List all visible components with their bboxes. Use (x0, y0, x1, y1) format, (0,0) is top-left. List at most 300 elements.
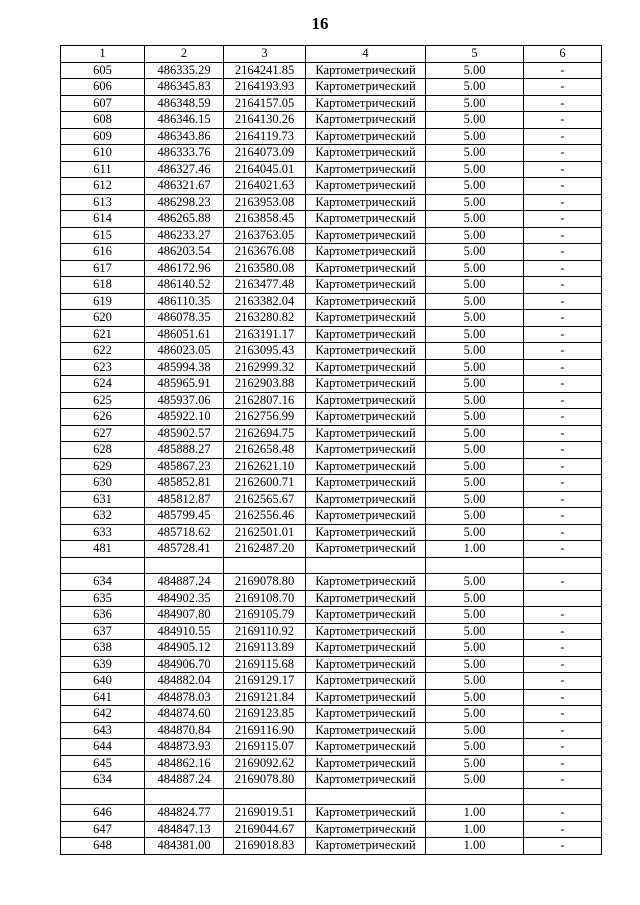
table-spacer-row (61, 557, 602, 574)
cell-method: Картометрический (306, 491, 426, 508)
cell-x-coordinate: 484878.03 (145, 689, 224, 706)
cell-note: - (524, 79, 602, 96)
cell-method (306, 557, 426, 574)
cell-point-number: 613 (61, 194, 145, 211)
cell-x-coordinate: 484847.13 (145, 821, 224, 838)
cell-point-number: 615 (61, 227, 145, 244)
cell-accuracy: 1.00 (426, 541, 524, 558)
cell-note: - (524, 673, 602, 690)
cell-x-coordinate: 486233.27 (145, 227, 224, 244)
cell-note: - (524, 128, 602, 145)
cell-accuracy: 5.00 (426, 409, 524, 426)
cell-accuracy: 1.00 (426, 805, 524, 822)
column-header: 2 (145, 46, 224, 63)
cell-point-number: 635 (61, 590, 145, 607)
cell-method: Картометрический (306, 838, 426, 855)
cell-accuracy: 5.00 (426, 194, 524, 211)
cell-method: Картометрический (306, 244, 426, 261)
cell-note: - (524, 508, 602, 525)
table-row (61, 590, 602, 607)
cell-method: Картометрический (306, 79, 426, 96)
column-header: 1 (61, 46, 145, 63)
cell-accuracy: 5.00 (426, 293, 524, 310)
cell-x-coordinate: 485902.57 (145, 425, 224, 442)
cell-accuracy: 5.00 (426, 442, 524, 459)
cell-accuracy: 5.00 (426, 673, 524, 690)
cell-method: Картометрический (306, 656, 426, 673)
table-row (61, 112, 602, 129)
cell-point-number: 606 (61, 79, 145, 96)
cell-method: Картометрический (306, 343, 426, 360)
cell-accuracy: 5.00 (426, 310, 524, 327)
cell-x-coordinate: 486333.76 (145, 145, 224, 162)
cell-method: Картометрический (306, 475, 426, 492)
table-row (61, 706, 602, 723)
cell-x-coordinate: 486078.35 (145, 310, 224, 327)
cell-accuracy: 5.00 (426, 95, 524, 112)
column-header: 4 (306, 46, 426, 63)
cell-y-coordinate: 2162487.20 (224, 541, 306, 558)
cell-y-coordinate: 2169019.51 (224, 805, 306, 822)
cell-method: Картометрический (306, 706, 426, 723)
cell-point-number: 639 (61, 656, 145, 673)
cell-point-number: 609 (61, 128, 145, 145)
table-row (61, 475, 602, 492)
cell-x-coordinate: 486345.83 (145, 79, 224, 96)
cell-point-number: 626 (61, 409, 145, 426)
cell-method: Картометрический (306, 310, 426, 327)
table-row (61, 524, 602, 541)
cell-note: - (524, 689, 602, 706)
cell-point-number: 608 (61, 112, 145, 129)
cell-accuracy: 5.00 (426, 112, 524, 129)
table-row (61, 689, 602, 706)
cell-point-number: 648 (61, 838, 145, 855)
cell-accuracy: 5.00 (426, 227, 524, 244)
cell-note: - (524, 227, 602, 244)
column-header: 6 (524, 46, 602, 63)
cell-point-number: 629 (61, 458, 145, 475)
cell-accuracy: 5.00 (426, 376, 524, 393)
cell-accuracy: 5.00 (426, 706, 524, 723)
cell-y-coordinate: 2169018.83 (224, 838, 306, 855)
cell-point-number: 637 (61, 623, 145, 640)
cell-method: Картометрический (306, 541, 426, 558)
cell-x-coordinate: 484907.80 (145, 607, 224, 624)
cell-y-coordinate: 2163280.82 (224, 310, 306, 327)
cell-method: Картометрический (306, 359, 426, 376)
cell-x-coordinate: 485799.45 (145, 508, 224, 525)
cell-point-number: 643 (61, 722, 145, 739)
cell-y-coordinate: 2169116.90 (224, 722, 306, 739)
table-row (61, 178, 602, 195)
cell-method: Картометрический (306, 145, 426, 162)
cell-y-coordinate: 2169115.68 (224, 656, 306, 673)
cell-x-coordinate: 485718.62 (145, 524, 224, 541)
cell-accuracy: 1.00 (426, 838, 524, 855)
cell-point-number: 607 (61, 95, 145, 112)
table-row (61, 442, 602, 459)
cell-accuracy: 5.00 (426, 277, 524, 294)
cell-y-coordinate: 2169123.85 (224, 706, 306, 723)
cell-note: - (524, 805, 602, 822)
column-header: 3 (224, 46, 306, 63)
cell-point-number: 631 (61, 491, 145, 508)
cell-point-number (61, 557, 145, 574)
cell-method: Картометрический (306, 326, 426, 343)
header-row (61, 46, 602, 63)
cell-method: Картометрический (306, 211, 426, 228)
cell-y-coordinate: 2169108.70 (224, 590, 306, 607)
table-spacer-row (61, 788, 602, 805)
cell-method: Картометрический (306, 805, 426, 822)
cell-note: - (524, 772, 602, 789)
cell-method (306, 788, 426, 805)
cell-y-coordinate: 2162621.10 (224, 458, 306, 475)
cell-accuracy: 5.00 (426, 244, 524, 261)
cell-note: - (524, 326, 602, 343)
cell-x-coordinate: 486298.23 (145, 194, 224, 211)
cell-x-coordinate: 484910.55 (145, 623, 224, 640)
table-row (61, 458, 602, 475)
cell-y-coordinate: 2162658.48 (224, 442, 306, 459)
cell-method: Картометрический (306, 640, 426, 657)
cell-point-number: 640 (61, 673, 145, 690)
cell-note: - (524, 640, 602, 657)
cell-y-coordinate: 2163676.08 (224, 244, 306, 261)
cell-accuracy: 5.00 (426, 656, 524, 673)
cell-method: Картометрический (306, 623, 426, 640)
cell-y-coordinate: 2164021.63 (224, 178, 306, 195)
cell-x-coordinate: 484902.35 (145, 590, 224, 607)
table-row (61, 343, 602, 360)
cell-x-coordinate: 484862.16 (145, 755, 224, 772)
cell-method: Картометрический (306, 112, 426, 129)
cell-x-coordinate: 484887.24 (145, 574, 224, 591)
cell-x-coordinate: 486172.96 (145, 260, 224, 277)
cell-y-coordinate: 2162556.46 (224, 508, 306, 525)
table-row (61, 227, 602, 244)
cell-method: Картометрический (306, 277, 426, 294)
cell-note: - (524, 244, 602, 261)
cell-point-number: 634 (61, 574, 145, 591)
table-row (61, 145, 602, 162)
cell-note: - (524, 491, 602, 508)
cell-note: - (524, 409, 602, 426)
cell-accuracy: 5.00 (426, 458, 524, 475)
cell-y-coordinate: 2162756.99 (224, 409, 306, 426)
cell-note: - (524, 541, 602, 558)
table-row (61, 425, 602, 442)
cell-accuracy: 5.00 (426, 343, 524, 360)
cell-x-coordinate: 486110.35 (145, 293, 224, 310)
cell-y-coordinate: 2162501.01 (224, 524, 306, 541)
cell-point-number: 481 (61, 541, 145, 558)
cell-accuracy: 5.00 (426, 62, 524, 79)
cell-method: Картометрический (306, 425, 426, 442)
cell-note: - (524, 376, 602, 393)
cell-point-number: 636 (61, 607, 145, 624)
cell-y-coordinate: 2162694.75 (224, 425, 306, 442)
cell-accuracy: 5.00 (426, 178, 524, 195)
cell-x-coordinate: 486140.52 (145, 277, 224, 294)
cell-y-coordinate: 2169092.62 (224, 755, 306, 772)
cell-note: - (524, 623, 602, 640)
cell-method: Картометрический (306, 409, 426, 426)
table-row (61, 491, 602, 508)
cell-note: - (524, 359, 602, 376)
cell-point-number: 619 (61, 293, 145, 310)
cell-y-coordinate: 2169113.89 (224, 640, 306, 657)
cell-note: - (524, 838, 602, 855)
cell-method: Картометрический (306, 739, 426, 756)
cell-point-number (61, 788, 145, 805)
cell-note: - (524, 178, 602, 195)
cell-x-coordinate: 484887.24 (145, 772, 224, 789)
table-row (61, 392, 602, 409)
cell-note: - (524, 277, 602, 294)
cell-method: Картометрический (306, 722, 426, 739)
cell-note: - (524, 656, 602, 673)
cell-x-coordinate: 486203.54 (145, 244, 224, 261)
cell-note: - (524, 112, 602, 129)
cell-point-number: 616 (61, 244, 145, 261)
cell-x-coordinate: 484906.70 (145, 656, 224, 673)
cell-accuracy: 5.00 (426, 640, 524, 657)
cell-note: - (524, 574, 602, 591)
table-row (61, 277, 602, 294)
cell-method: Картометрический (306, 293, 426, 310)
cell-x-coordinate: 485852.81 (145, 475, 224, 492)
cell-y-coordinate: 2162600.71 (224, 475, 306, 492)
cell-point-number: 620 (61, 310, 145, 327)
cell-method: Картометрический (306, 392, 426, 409)
cell-y-coordinate: 2169078.80 (224, 772, 306, 789)
cell-method: Картометрический (306, 161, 426, 178)
cell-y-coordinate: 2163763.05 (224, 227, 306, 244)
cell-x-coordinate: 486346.15 (145, 112, 224, 129)
cell-y-coordinate: 2164073.09 (224, 145, 306, 162)
cell-accuracy: 5.00 (426, 359, 524, 376)
cell-x-coordinate: 486348.59 (145, 95, 224, 112)
cell-method: Картометрический (306, 689, 426, 706)
cell-accuracy: 1.00 (426, 821, 524, 838)
table-row (61, 128, 602, 145)
cell-y-coordinate: 2162565.67 (224, 491, 306, 508)
cell-point-number: 632 (61, 508, 145, 525)
cell-note: - (524, 706, 602, 723)
cell-y-coordinate: 2169121.84 (224, 689, 306, 706)
cell-point-number: 642 (61, 706, 145, 723)
cell-y-coordinate: 2164241.85 (224, 62, 306, 79)
cell-accuracy: 5.00 (426, 475, 524, 492)
cell-point-number: 605 (61, 62, 145, 79)
table-row (61, 194, 602, 211)
cell-accuracy: 5.00 (426, 392, 524, 409)
table-row (61, 722, 602, 739)
cell-accuracy: 5.00 (426, 425, 524, 442)
cell-y-coordinate: 2163191.17 (224, 326, 306, 343)
cell-note: - (524, 722, 602, 739)
cell-method: Картометрический (306, 62, 426, 79)
table-row (61, 62, 602, 79)
cell-x-coordinate: 484873.93 (145, 739, 224, 756)
cell-note: - (524, 145, 602, 162)
cell-point-number: 644 (61, 739, 145, 756)
cell-y-coordinate: 2169105.79 (224, 607, 306, 624)
cell-note: - (524, 755, 602, 772)
cell-y-coordinate: 2169078.80 (224, 574, 306, 591)
page-number: 16 (311, 14, 329, 33)
cell-point-number: 614 (61, 211, 145, 228)
cell-x-coordinate: 485728.41 (145, 541, 224, 558)
cell-point-number: 645 (61, 755, 145, 772)
cell-y-coordinate: 2164130.26 (224, 112, 306, 129)
cell-accuracy: 5.00 (426, 508, 524, 525)
table-row (61, 821, 602, 838)
cell-y-coordinate: 2163382.04 (224, 293, 306, 310)
table-row (61, 805, 602, 822)
cell-y-coordinate: 2163858.45 (224, 211, 306, 228)
table-row (61, 161, 602, 178)
cell-method: Картометрический (306, 95, 426, 112)
cell-point-number: 610 (61, 145, 145, 162)
table-row (61, 293, 602, 310)
cell-accuracy: 5.00 (426, 524, 524, 541)
cell-y-coordinate: 2162999.32 (224, 359, 306, 376)
cell-note: - (524, 161, 602, 178)
cell-note: - (524, 293, 602, 310)
cell-accuracy: 5.00 (426, 772, 524, 789)
cell-point-number: 612 (61, 178, 145, 195)
table-row (61, 574, 602, 591)
table-row (61, 673, 602, 690)
cell-method: Картометрический (306, 821, 426, 838)
cell-point-number: 638 (61, 640, 145, 657)
cell-method: Картометрический (306, 755, 426, 772)
table-row (61, 772, 602, 789)
cell-x-coordinate: 486051.61 (145, 326, 224, 343)
cell-x-coordinate: 485867.23 (145, 458, 224, 475)
cell-point-number: 628 (61, 442, 145, 459)
cell-x-coordinate: 486343.86 (145, 128, 224, 145)
cell-x-coordinate: 484882.04 (145, 673, 224, 690)
cell-y-coordinate (224, 557, 306, 574)
cell-point-number: 624 (61, 376, 145, 393)
cell-accuracy: 5.00 (426, 211, 524, 228)
cell-point-number: 625 (61, 392, 145, 409)
cell-accuracy: 5.00 (426, 607, 524, 624)
cell-note (524, 590, 602, 607)
cell-x-coordinate: 486265.88 (145, 211, 224, 228)
cell-y-coordinate: 2169044.67 (224, 821, 306, 838)
table-row (61, 211, 602, 228)
cell-x-coordinate: 486327.46 (145, 161, 224, 178)
cell-accuracy (426, 788, 524, 805)
cell-x-coordinate: 484874.60 (145, 706, 224, 723)
cell-accuracy: 5.00 (426, 623, 524, 640)
cell-y-coordinate: 2164119.73 (224, 128, 306, 145)
cell-point-number: 618 (61, 277, 145, 294)
cell-method: Картометрический (306, 194, 426, 211)
cell-accuracy: 5.00 (426, 161, 524, 178)
cell-point-number: 647 (61, 821, 145, 838)
cell-method: Картометрический (306, 590, 426, 607)
cell-method: Картометрический (306, 574, 426, 591)
table-row (61, 755, 602, 772)
cell-x-coordinate: 486321.67 (145, 178, 224, 195)
cell-method: Картометрический (306, 607, 426, 624)
cell-x-coordinate: 485888.27 (145, 442, 224, 459)
table-row (61, 359, 602, 376)
cell-accuracy (426, 557, 524, 574)
cell-accuracy: 5.00 (426, 689, 524, 706)
table-row (61, 95, 602, 112)
cell-method: Картометрический (306, 673, 426, 690)
cell-accuracy: 5.00 (426, 755, 524, 772)
table-row (61, 244, 602, 261)
cell-y-coordinate: 2169110.92 (224, 623, 306, 640)
table-row (61, 640, 602, 657)
cell-note: - (524, 211, 602, 228)
cell-y-coordinate: 2164045.01 (224, 161, 306, 178)
cell-y-coordinate: 2169129.17 (224, 673, 306, 690)
table-row (61, 739, 602, 756)
cell-method: Картометрический (306, 260, 426, 277)
table-row (61, 409, 602, 426)
cell-point-number: 617 (61, 260, 145, 277)
cell-y-coordinate: 2163953.08 (224, 194, 306, 211)
cell-accuracy: 5.00 (426, 326, 524, 343)
cell-note: - (524, 524, 602, 541)
cell-y-coordinate: 2169115.07 (224, 739, 306, 756)
cell-method: Картометрический (306, 227, 426, 244)
cell-y-coordinate: 2162807.16 (224, 392, 306, 409)
cell-method: Картометрический (306, 376, 426, 393)
table-row (61, 376, 602, 393)
cell-note: - (524, 475, 602, 492)
cell-x-coordinate: 484905.12 (145, 640, 224, 657)
cell-accuracy: 5.00 (426, 79, 524, 96)
cell-accuracy: 5.00 (426, 722, 524, 739)
cell-note (524, 788, 602, 805)
cell-note: - (524, 821, 602, 838)
table-row (61, 508, 602, 525)
cell-point-number: 630 (61, 475, 145, 492)
table-row (61, 79, 602, 96)
cell-point-number: 641 (61, 689, 145, 706)
cell-accuracy: 5.00 (426, 260, 524, 277)
cell-accuracy: 5.00 (426, 491, 524, 508)
cell-point-number: 646 (61, 805, 145, 822)
cell-note: - (524, 95, 602, 112)
cell-x-coordinate (145, 788, 224, 805)
cell-x-coordinate: 484381.00 (145, 838, 224, 855)
cell-y-coordinate: 2163477.48 (224, 277, 306, 294)
cell-note: - (524, 442, 602, 459)
cell-point-number: 623 (61, 359, 145, 376)
cell-method: Картометрический (306, 442, 426, 459)
table-header (61, 46, 602, 63)
cell-point-number: 634 (61, 772, 145, 789)
cell-method: Картометрический (306, 178, 426, 195)
cell-note: - (524, 607, 602, 624)
table-body (61, 62, 602, 854)
cell-note: - (524, 392, 602, 409)
cell-note: - (524, 260, 602, 277)
cell-y-coordinate (224, 788, 306, 805)
cell-x-coordinate: 485812.87 (145, 491, 224, 508)
